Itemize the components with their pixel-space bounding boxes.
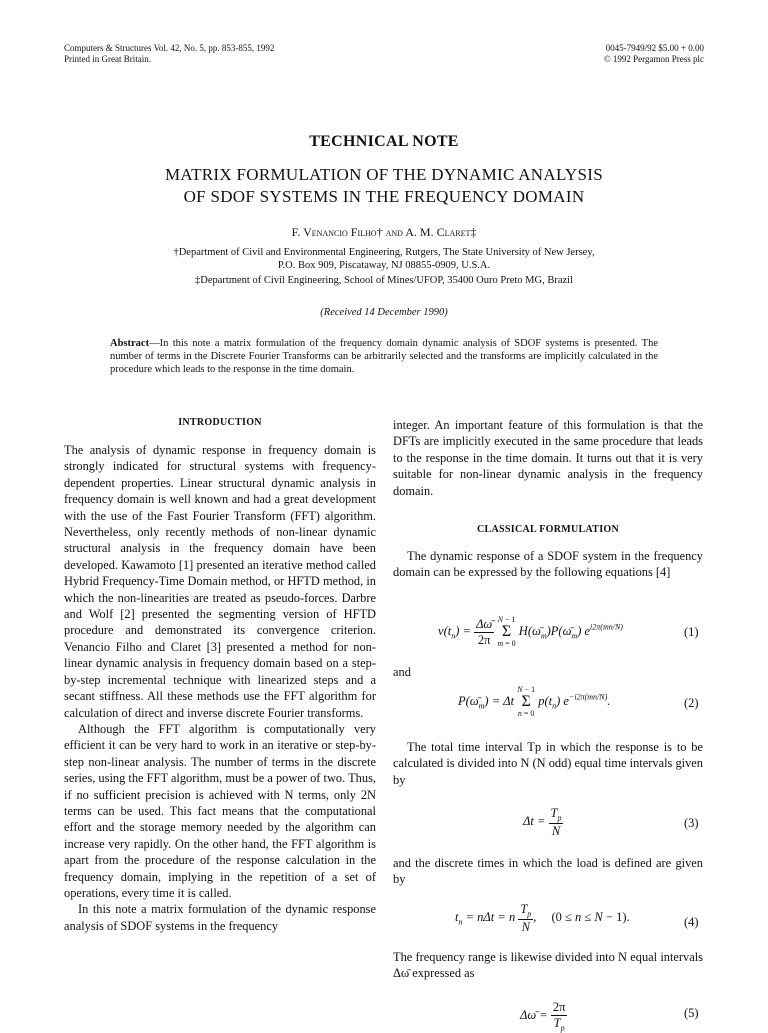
classical-formulation-heading: CLASSICAL FORMULATION bbox=[477, 524, 619, 535]
equation-5-number: (5) bbox=[684, 1006, 699, 1020]
left-column bbox=[64, 442, 376, 934]
right-paragraph-2: The total time interval Tp in which the response is to be calculated is divided into N (N odd) equal time intervals given by bbox=[393, 740, 703, 787]
right-paragraph-3: and the discrete times in which the load is defined are given by bbox=[393, 856, 703, 887]
right-paragraph-0: integer. An important feature of this formulation is that the DFTs are implicitly executed in the same procedure that leads to the response in the time domain. It turns out that it is very suitable for non-linear dynamic analysis in the frequency domain. bbox=[393, 418, 703, 498]
copyright-line: © 1992 Pergamon Press plc bbox=[603, 54, 704, 64]
abstract bbox=[110, 337, 658, 376]
equation-2-number: (2) bbox=[684, 696, 699, 710]
equation-1-number: (1) bbox=[684, 625, 699, 639]
paper-title-line1: MATRIX FORMULATION OF THE DYNAMIC ANALYSIS bbox=[165, 165, 603, 184]
authors: F. Venancio Filho† and A. M. Claret‡ bbox=[291, 225, 477, 239]
journal-line: Computers & Structures Vol. 42, No. 5, pp. 853-855, 1992 bbox=[64, 43, 275, 53]
affiliation-1a: †Department of Civil and Environmental Engineering, Rutgers, The State University of New Jersey, bbox=[173, 247, 595, 258]
paper-title-line2: OF SDOF SYSTEMS IN THE FREQUENCY DOMAIN bbox=[183, 187, 585, 206]
equation-5: Δω̄ = $\frac{2\pi}{T_p}$ bbox=[520, 1000, 566, 1033]
intro-paragraph-1: The analysis of dynamic response in frequency domain is strongly indicated for structural systems with frequency-dependent properties. Linear structural dynamic analysis in frequency domain is well known and had a great development with the use of the Fast Fourier Transform (FFT) algorithm. Nevertheless, only recently methods of non-linear dynamic structural analysis in the frequency domain have been developed. Kawamoto [1] presented an iterative method called Hybrid Frequency-Time Domain method, or HFTD method, in which the non-linearities are treated as pseudo-forces. Darbre and Wolf [2] presented the segmenting version of HFTD procedure and demonstrated its convergence criterion. Venancio Filho and Claret [3] presented a method for non-linear dynamic analysis in frequency domain based on a step-by-step incremental technique with linearized steps and a secant stiffness. All these methods use the FFT algorithm for calculation of direct and inverse discrete Fourier transforms. bbox=[64, 443, 376, 720]
equation-1: $v(t_n)$ = $\frac{\Delta\omegā}{2\pi}$ N − 1 Σ m = 0 $H(\omegā_m)P(\omegā_m)$ $e^{i2\pi(mn/N)}$ bbox=[438, 615, 623, 648]
affiliation-1b: P.O. Box 909, Piscataway, NJ 08855-0909, U.S.A. bbox=[277, 260, 491, 271]
intro-paragraph-3: In this note a matrix formulation of the dynamic response analysis of SDOF systems in the frequency bbox=[64, 902, 376, 933]
right-paragraph-4: The frequency range is likewise divided into N equal intervals Δω̄ expressed as bbox=[393, 950, 703, 981]
issn-block bbox=[604, 43, 704, 65]
journal-citation bbox=[64, 43, 274, 65]
equation-2: $P(\omegā_m) = \Delta t$ N − 1 Σ n = 0 $p(t_n)$ $e^{-i2\pi(mn/N)}$. bbox=[458, 685, 611, 718]
equation-3-number: (3) bbox=[684, 816, 699, 830]
introduction-heading: INTRODUCTION bbox=[178, 417, 262, 428]
abstract-text: —In this note a matrix formulation of the frequency domain dynamic analysis of SDOF systems is presented. The number of terms in the Discrete Fourier Transforms can be arbitrarily selected and the transforms are implicitly calculated in the procedure which leads to the response in the time domain. bbox=[110, 338, 658, 375]
received-date: (Received 14 December 1990) bbox=[320, 307, 448, 318]
equation-4-number: (4) bbox=[684, 915, 699, 929]
and-text: and bbox=[393, 665, 411, 679]
printed-line: Printed in Great Britain. bbox=[64, 54, 151, 64]
equation-4: $t_n = n\Delta t = n$ $\frac{T_p}{N}$ , (0 ≤ n ≤ N − 1). bbox=[455, 902, 630, 934]
note-type: TECHNICAL NOTE bbox=[309, 133, 459, 150]
abstract-label: Abstract bbox=[110, 338, 150, 349]
right-paragraph-1: The dynamic response of a SDOF system in the frequency domain can be expressed by the following equations [4] bbox=[393, 549, 703, 580]
equation-3: Δt = $\frac{T_p}{N}$ bbox=[523, 806, 562, 838]
issn-line: 0045-7949/92 $5.00 + 0.00 bbox=[605, 43, 704, 53]
intro-paragraph-2: Although the FFT algorithm is computationally very efficient it can be very hard to work in an iterative or step-by-step non-linear analysis. The number of terms in the discrete series, using the FFT algorithm, must be a power of two. Thus, if no sufficient precision is achieved with N terms, only 2N terms can be used. This fact means that the computational effort and the storage memory needed by the algorithm can increase very rapidly. On the other hand, the FFT algorithm is apart from the procedure of the response calculation in the frequency domain, implying in the repetition of a set of operations, every time it is called. bbox=[64, 721, 376, 900]
affiliation-2: ‡Department of Civil Engineering, School of Mines/UFOP, 35400 Ouro Preto MG, Brazil bbox=[195, 275, 573, 286]
